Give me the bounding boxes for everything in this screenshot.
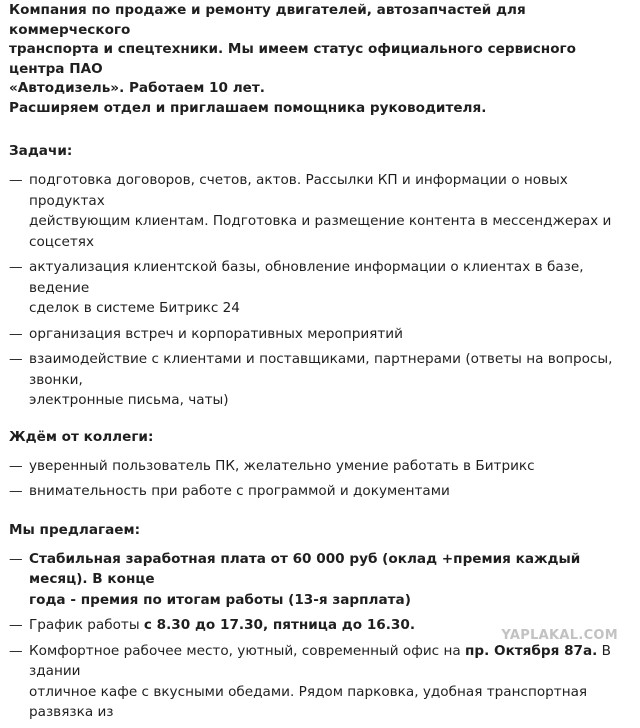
office-text: Комфортное рабочее место, уютный, современный офис на — [29, 642, 465, 659]
list-item — [9, 456, 635, 477]
office-item — [9, 641, 635, 723]
item-text: организация встреч и корпоративных мероприятий — [29, 325, 403, 342]
tasks-heading: Задачи: — [9, 143, 73, 159]
schedule-label: График работы — [29, 617, 144, 633]
dash-marker: — — [9, 172, 23, 188]
expectations-heading: Ждём от коллеги: — [9, 428, 154, 445]
intro-line: транспорта и спецтехники. Мы имеем статус официального сервисного центра ПАО — [9, 41, 576, 77]
dash-marker: — — [9, 325, 23, 342]
schedule-hours: с 8.30 до 17.30, пятница до 16.30. — [143, 617, 415, 633]
dash-marker: — — [9, 259, 23, 275]
list-item — [9, 170, 635, 252]
item-text: сделок в системе Битрикс 24 — [29, 300, 240, 316]
item-text: подготовка договоров, счетов, актов. Рассылки КП и информации о новых продуктах — [29, 172, 568, 209]
dash-marker: — — [9, 483, 23, 499]
item-text: уверенный пользователь ПК, желательно умение работать в Битрикс — [29, 457, 535, 474]
dash-marker: — — [9, 617, 23, 633]
office-address: пр. Октября 87а. — [465, 642, 598, 659]
tasks-list — [9, 170, 635, 411]
intro-line: Компания по продаже и ремонту двигателей, автозапчастей для коммерческого — [9, 2, 526, 38]
item-text: внимательность при работе с программой и документами — [29, 483, 450, 499]
intro-line: «Автодизель». Работаем 10 лет. — [9, 80, 265, 96]
item-text: электронные письма, чаты) — [29, 392, 229, 408]
item-text: актуализация клиентской базы, обновление информации о клиентах в базе, ведение — [29, 259, 584, 296]
dash-marker: — — [9, 457, 23, 474]
item-text: действующим клиентам. Подготовка и размещение контента в мессенджерах и соцсетях — [29, 213, 612, 250]
salary-text: года - премия по итогам работы (13-я зарплата) — [29, 591, 411, 608]
expectations-list — [9, 456, 635, 502]
list-item — [9, 257, 635, 319]
salary-item — [9, 549, 635, 611]
offer-heading: Мы предлагаем: — [9, 521, 141, 538]
office-text: В здании — [29, 642, 612, 679]
office-text: отличное кафе с вкусными обедами. Рядом парковка, удобная транспортная развязка из — [29, 683, 588, 720]
list-item — [9, 481, 635, 502]
salary-text: Стабильная заработная плата от 60 000 руб (оклад +премия каждый месяц). В конце — [29, 550, 581, 587]
site-watermark: YAPLAKAL.COM — [501, 628, 618, 643]
list-item — [9, 324, 635, 345]
item-text: взаимодействие с клиентами и поставщиками, партнерами (ответы на вопросы, звонки, — [29, 351, 613, 388]
company-intro — [9, 0, 635, 118]
intro-line: Расширяем отдел и приглашаем помощника руководителя. — [9, 99, 487, 116]
dash-marker: — — [9, 550, 23, 567]
dash-marker: — — [9, 351, 23, 367]
dash-marker: — — [9, 642, 23, 659]
job-posting — [9, 0, 635, 728]
list-item — [9, 349, 635, 411]
